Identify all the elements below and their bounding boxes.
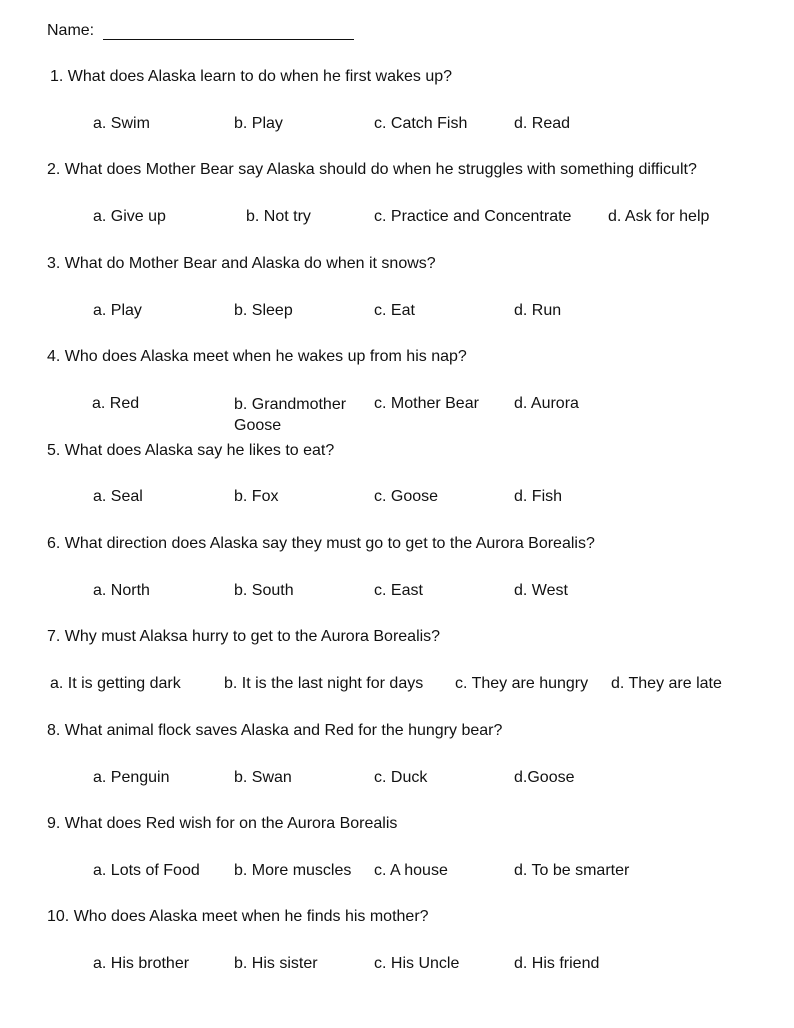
- question-4-option-a[interactable]: a. Red: [92, 395, 140, 412]
- question-6-option-a[interactable]: a. North: [93, 582, 150, 599]
- question-3-option-c[interactable]: c. Eat: [374, 302, 415, 319]
- question-4-option-b[interactable]: b. Grandmother Goose: [234, 396, 347, 434]
- question-2-option-a[interactable]: a. Give up: [93, 208, 166, 225]
- question-5-option-c[interactable]: c. Goose: [374, 488, 439, 505]
- question-6-option-c[interactable]: c. East: [374, 582, 423, 599]
- name-label: Name:: [47, 22, 95, 39]
- question-9-option-b[interactable]: b. More muscles: [234, 862, 352, 879]
- question-10-option-c[interactable]: c. His Uncle: [374, 955, 460, 972]
- question-3-option-b[interactable]: b. Sleep: [234, 302, 293, 319]
- question-5-option-b[interactable]: b. Fox: [234, 488, 279, 505]
- question-8-option-d[interactable]: d.Goose: [514, 769, 575, 786]
- question-7-option-c[interactable]: c. They are hungry: [455, 675, 589, 692]
- question-10-option-b[interactable]: b. His sister: [234, 955, 318, 972]
- question-1-text: 1. What does Alaska learn to do when he first wakes up?: [50, 68, 453, 85]
- question-8-option-b[interactable]: b. Swan: [234, 769, 292, 786]
- question-4-option-c[interactable]: c. Mother Bear: [374, 395, 479, 412]
- question-6-option-b[interactable]: b. South: [234, 582, 294, 599]
- question-9-option-a[interactable]: a. Lots of Food: [93, 862, 200, 879]
- question-3-text: 3. What do Mother Bear and Alaska do when it snows?: [47, 255, 436, 272]
- question-7-option-d[interactable]: d. They are late: [611, 675, 722, 692]
- question-3-option-d[interactable]: d. Run: [514, 302, 562, 319]
- question-7-option-b[interactable]: b. It is the last night for days: [224, 675, 424, 692]
- question-6-text: 6. What direction does Alaska say they must go to get to the Aurora Borealis?: [47, 535, 595, 552]
- question-9-option-d[interactable]: d. To be smarter: [514, 862, 630, 879]
- question-8-option-a[interactable]: a. Penguin: [93, 769, 170, 786]
- question-8-text: 8. What animal flock saves Alaska and Red for the hungry bear?: [47, 722, 503, 739]
- question-7-text: 7. Why must Alaksa hurry to get to the Aurora Borealis?: [47, 628, 441, 645]
- question-10-option-d[interactable]: d. His friend: [514, 955, 600, 972]
- question-1-option-b[interactable]: b. Play: [234, 115, 283, 132]
- question-5-text: 5. What does Alaska say he likes to eat?: [47, 442, 335, 459]
- question-10-text: 10. Who does Alaska meet when he finds his mother?: [47, 908, 429, 925]
- question-3-option-a[interactable]: a. Play: [93, 302, 142, 319]
- question-4-text: 4. Who does Alaska meet when he wakes up from his nap?: [47, 348, 467, 365]
- question-9-option-c[interactable]: c. A house: [374, 862, 448, 879]
- question-5-option-d[interactable]: d. Fish: [514, 488, 563, 505]
- question-6-option-d[interactable]: d. West: [514, 582, 568, 599]
- question-2-option-c[interactable]: c. Practice and Concentrate: [374, 208, 572, 225]
- question-4-option-d[interactable]: d. Aurora: [514, 395, 579, 412]
- question-9-text: 9. What does Red wish for on the Aurora Borealis: [47, 815, 398, 832]
- question-10-option-a[interactable]: a. His brother: [93, 955, 190, 972]
- question-2-text: 2. What does Mother Bear say Alaska should do when he struggles with something difficult?: [47, 161, 697, 178]
- question-8-option-c[interactable]: c. Duck: [374, 769, 428, 786]
- question-7-option-a[interactable]: a. It is getting dark: [50, 675, 181, 692]
- name-blank-line[interactable]: [103, 39, 354, 40]
- question-1-option-d[interactable]: d. Read: [514, 115, 571, 132]
- question-1-option-a[interactable]: a. Swim: [93, 115, 150, 132]
- question-1-option-c[interactable]: c. Catch Fish: [374, 115, 468, 132]
- question-2-option-b[interactable]: b. Not try: [246, 208, 311, 225]
- question-2-option-d[interactable]: d. Ask for help: [608, 208, 710, 225]
- question-5-option-a[interactable]: a. Seal: [93, 488, 143, 505]
